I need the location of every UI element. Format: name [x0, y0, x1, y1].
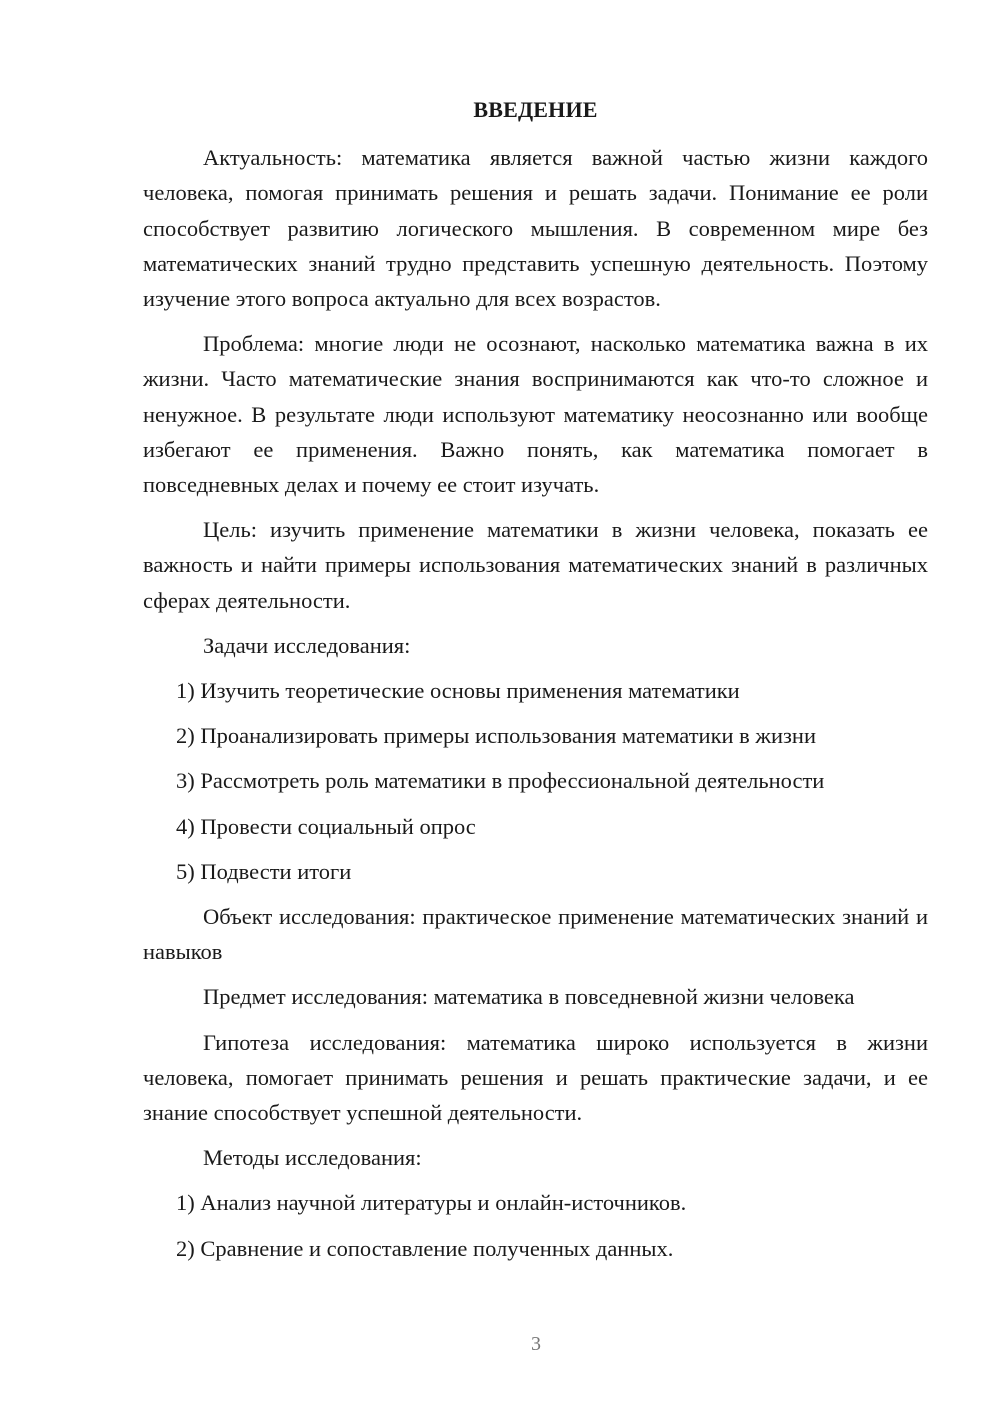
list-item: 3) Рассмотреть роль математики в профессиональной деятельности [176, 768, 825, 794]
methods-list [143, 1185, 928, 1265]
hypothesis-paragraph: Гипотеза исследования: математика широко используется в жизни человека, помогает принимать решения и решать практические задачи, и ее знание способствует успешной деятельности. [143, 1029, 928, 1126]
section-title: ВВЕДЕНИЕ [473, 97, 598, 122]
list-item: 2) Сравнение и сопоставление полученных данных. [176, 1235, 674, 1261]
subject-paragraph: Предмет исследования: математика в повседневной жизни человека [203, 984, 855, 1010]
methods-label: Методы исследования: [203, 1145, 422, 1171]
list-item: 4) Провести социальный опрос [176, 813, 476, 839]
page-number: 3 [531, 1333, 541, 1355]
problem-paragraph: Проблема: многие люди не осознают, насколько математика важна в их жизни. Часто математические знания воспринимаются как что-то сложное и ненужное. В результате люди используют математику неосознанно или вообще избегают ее применения. Важно понять, как математика помогает в повседневных делах и почему ее стоит изучать. [143, 331, 928, 498]
list-item: 1) Изучить теоретические основы применения математики [176, 678, 740, 704]
tasks-label: Задачи исследования: [203, 632, 411, 658]
tasks-list [143, 673, 928, 889]
goal-paragraph: Цель: изучить применение математики в жизни человека, показать ее важность и найти примеры использования математических знаний в различных сферах деятельности. [143, 517, 928, 613]
relevance-paragraph: Актуальность: математика является важной частью жизни каждого человека, помогая принимать решения и решать задачи. Понимание ее роли способствует развитию логического мышления. В современном мире без математических знаний трудно представить успешную деятельность. Поэтому изучение этого вопроса актуально для всех возрастов. [143, 145, 928, 312]
list-item: 2) Проанализировать примеры использования математики в жизни [176, 723, 816, 749]
list-item: 5) Подвести итоги [176, 858, 352, 884]
list-item: 1) Анализ научной литературы и онлайн-источников. [176, 1190, 687, 1216]
page-content [143, 92, 928, 1276]
object-paragraph: Объект исследования: практическое применение математических знаний и навыков [143, 904, 928, 965]
